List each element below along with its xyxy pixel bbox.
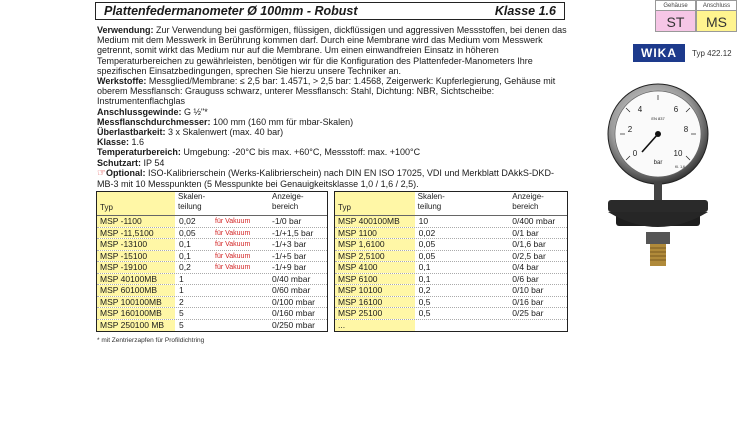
table-row: MSP 1,6100 0,05 0/1,6 bar	[335, 239, 567, 251]
gauge-standard: EN 837	[651, 116, 665, 121]
pressure-gauge-illustration	[598, 82, 728, 282]
table-row: MSP 40100MB 1 0/40 mbar	[97, 274, 327, 286]
gehause-value: ST	[655, 10, 696, 32]
table-row: MSP 6100 0,1 0/6 bar	[335, 274, 567, 286]
table-row: MSP 25100 0,5 0/25 bar	[335, 308, 567, 320]
footnote: * mit Zentrierzapfen für Profildichtring	[97, 337, 205, 344]
table-row: MSP -11,5100 0,05 für Vakuum -1/+1,5 bar	[97, 228, 327, 240]
gauge-tick-0: 0	[632, 149, 638, 158]
table-header	[335, 192, 567, 216]
gauge-tick-4: 4	[637, 105, 643, 114]
class-label: Klasse 1.6	[494, 4, 556, 18]
gauge-tick-2: 2	[627, 125, 633, 134]
product-table-right	[334, 191, 568, 332]
table-row: MSP -15100 0,1 für Vakuum -1/+5 bar	[97, 251, 327, 263]
optional: ☞Optional: ISO-Kalibrierschein (Werks-Kalibrierschein) nach DIN EN ISO 17025, VDI und Merkblatt DAkkS-DKD-MB-3 mit 10 Messpunkten (5 Messpunkte bei Genauigkeitsklasse 1,0 / 1,6 / 2,5).	[97, 167, 554, 190]
ueberlast: Überlastbarkeit: 3 x Skalenwert (max. 40 bar)	[97, 127, 284, 138]
gauge-unit: bar	[653, 160, 663, 166]
header-anzeigebereich: Anzeige- bereich	[272, 192, 304, 211]
table-row: MSP -19100 0,2 für Vakuum -1/+9 bar	[97, 262, 327, 274]
gauge-tick-8: 8	[683, 125, 689, 134]
description	[97, 25, 567, 189]
table-row: MSP 100100MB 2 0/100 mbar	[97, 297, 327, 309]
table-row: MSP 2,5100 0,05 0/2,5 bar	[335, 251, 567, 263]
header-typ: Typ	[335, 192, 415, 215]
table-row: MSP 1100 0,02 0/1 bar	[335, 228, 567, 240]
header-anzeigebereich: Anzeige- bereich	[512, 192, 544, 211]
table-row: MSP 250100 MB 5 0/250 mbar	[97, 320, 327, 332]
header-skalenteilung: Skalen- teilung	[178, 192, 206, 211]
werkstoffe: Werkstoffe: Messglied/Membrane: ≤ 2,5 bar: 1.4571, > 2,5 bar: 1.4568, Zeigerwerk: Kupferlegierung, Gehäuse mit oberem Messflansch: Grauguss schwarz, unterer Messflansch: Stahl, Dichtung: NBR, Sichtscheibe: Instrumentenflachglas	[97, 76, 556, 107]
anschluss-badge	[696, 0, 737, 32]
title-bar	[95, 2, 565, 20]
header-skalenteilung: Skalen- teilung	[417, 192, 445, 211]
header-typ: Typ	[97, 192, 175, 215]
gehause-label: Gehäuse	[655, 0, 696, 10]
table-row: MSP 4100 0,1 0/4 bar	[335, 262, 567, 274]
table-row: MSP -1100 0,02 für Vakuum -1/0 bar	[97, 216, 327, 228]
gauge-class: Kl. 1,6	[675, 165, 685, 169]
anschlussgewinde: Anschlussgewinde: G ½"*	[97, 106, 208, 117]
table-row: ...	[335, 320, 567, 332]
pointing-hand-icon: ☞	[97, 167, 106, 179]
gauge-tick-10: 10	[673, 149, 683, 158]
table-row: MSP 60100MB 1 0/60 mbar	[97, 285, 327, 297]
table-row: MSP 16100 0,5 0/16 bar	[335, 297, 567, 309]
verwendung: Verwendung: Zur Verwendung bei gasförmigen, flüssigen, dickflüssigen und aggressiven Messstoffen, bei denen das Medium mit dem Messwerk in Berührung kommen darf. Durch eine Membrane wird das Medium vom Messwerk getrennt, somit wirkt das Medium nur auf die Membrane. Um einen einwandfreien Einsatz in höheren Temperaturbereichen zu gewährleisten, benötigen wir für die Konfiguration des Plattenfeder-Manometers Ihre spezifischen Einsatzbedingungen, sprechen Sie hierzu unsere Techniker an.	[97, 25, 567, 76]
product-table-left	[96, 191, 328, 332]
schutzart: Schutzart: IP 54	[97, 157, 165, 168]
anschluss-value: MS	[696, 10, 737, 32]
klasse: Klasse: 1.6	[97, 137, 145, 148]
table-row: MSP 10100 0,2 0/10 bar	[335, 285, 567, 297]
type-label: Typ 422.12	[692, 49, 732, 58]
table-row: MSP 160100MB 5 0/160 mbar	[97, 308, 327, 320]
table-row: MSP -13100 0,1 für Vakuum -1/+3 bar	[97, 239, 327, 251]
temperaturbereich: Temperaturbereich: Umgebung: -20°C bis max. +60°C, Messstoff: max. +100°C	[97, 147, 421, 158]
wika-logo: WIKA	[633, 44, 685, 62]
gauge-tick-6: 6	[673, 105, 679, 114]
anschluss-label: Anschluss	[696, 0, 737, 10]
table-header	[97, 192, 327, 216]
messflansch: Messflanschdurchmesser: 100 mm (160 mm für mbar-Skalen)	[97, 116, 354, 127]
gehause-badge	[655, 0, 696, 32]
table-row: MSP 400100MB 10 0/400 mbar	[335, 216, 567, 228]
page-title: Plattenfedermanometer Ø 100mm - Robust	[104, 4, 358, 18]
